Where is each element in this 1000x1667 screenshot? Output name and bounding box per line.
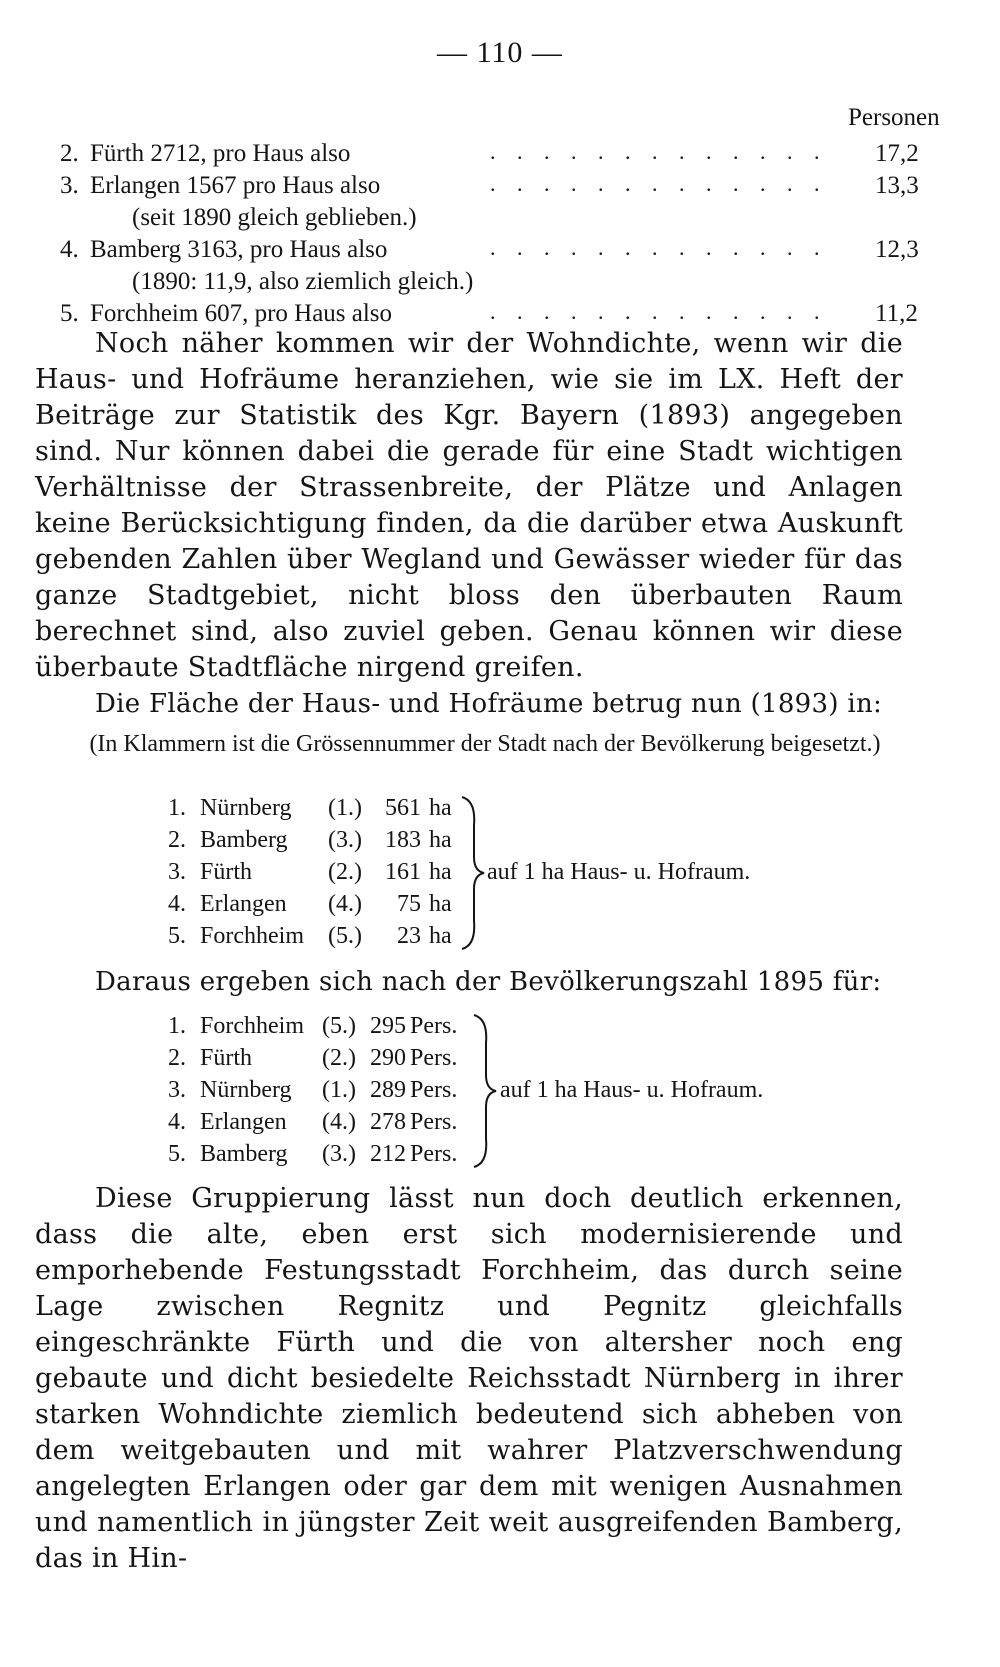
paragraph-3: Daraus ergeben sich nach der Bevölkerungszahl 1895 für:	[95, 967, 882, 997]
list-note: (1890: 11,9, also ziemlich gleich.)	[132, 268, 474, 295]
paragraph-4: Diese Gruppierung lässt nun doch deutlich erkennen, dass die alte, eben erst sich modernisierende und emporhebende Festungsstadt Forchheim, das durch seine Lage zwischen Regnitz und Pegnitz gleichfalls eingeschränkte Fürth und die von altersher noch eng gebaute und dicht besiedelte Reichsstadt Nürnberg in ihrer starken Wohndichte ziemlich bedeutend sich abheben von dem weitgebauten und mit wahrer Platzverschwendung angelegten Erlangen oder gar dem mit wenigen Ausnahmen und namentlich in jüngster Zeit weit ausgreifenden Bamberg, das in Hin-	[35, 1183, 903, 1574]
leader-dots: . . . . . . . . . . . . .	[490, 171, 828, 196]
list-item: 4. Bamberg 3163, pro Haus also . . . . . . . . . . . . . 12,3	[60, 234, 930, 266]
list-item: 3. Erlangen 1567 pro Haus also . . . . . . . . . . . . . 13,3	[60, 170, 930, 202]
list-item: 5. Bamberg (3.) 212 Pers.	[168, 1141, 458, 1167]
list-item: 2. Bamberg (3.) 183 ha	[168, 827, 452, 853]
list-item: 5. Forchheim (5.) 23 ha	[168, 923, 452, 949]
list-item: 5. Forchheim 607, pro Haus also . . . . . . . . . . . . . 11,2	[60, 298, 930, 330]
page-number: — 110 —	[437, 36, 563, 69]
paragraph-1: Noch näher kommen wir der Wohndichte, wenn wir die Haus- und Hofräume heranziehen, wie sie im LX. Heft der Beiträge zur Statistik des Kgr. Bayern (1893) angegeben sind. Nur können dabei die gerade für eine Stadt wichtigen Verhältnisse der Strassenbreite, der Plätze und Anlagen keine Berücksichtigung finden, da die darüber etwa Auskunft gebenden Zahlen über Wegland und Gewässer wieder für das ganze Stadtgebiet, nicht bloss den überbauten Raum berechnet sind, also zuviel geben. Genau können wir diese überbaute Stadtfläche nirgend greifen.	[35, 328, 903, 683]
area-list	[168, 792, 469, 952]
list-item: 4. Erlangen (4.) 75 ha	[168, 891, 452, 917]
list-item: 4. Erlangen (4.) 278 Pers.	[168, 1109, 458, 1135]
list-item: 2. Fürth 2712, pro Haus also . . . . . . . . . . . . . 17,2	[60, 138, 930, 170]
right-brace-icon	[458, 795, 488, 951]
population-per-house-list	[60, 138, 930, 330]
leader-dots: . . . . . . . . . . . . .	[490, 235, 828, 260]
density-list	[168, 1010, 465, 1170]
bracket-note: (In Klammern ist die Grössennummer der Stadt nach der Bevölkerung beigesetzt.)	[89, 731, 881, 757]
brace-label: auf 1 ha Haus- u. Hofraum.	[487, 859, 751, 885]
column-header: Personen	[848, 104, 940, 131]
list-item: 2. Fürth (2.) 290 Pers.	[168, 1045, 458, 1071]
leader-dots: . . . . . . . . . . . . .	[490, 139, 828, 164]
list-item: 1. Forchheim (5.) 295 Pers.	[168, 1013, 458, 1039]
list-item: 1. Nürnberg (1.) 561 ha	[168, 795, 452, 821]
paragraph-2: Die Fläche der Haus- und Hofräume betrug nun (1893) in:	[95, 689, 883, 719]
right-brace-icon	[470, 1013, 500, 1169]
list-item: 3. Fürth (2.) 161 ha	[168, 859, 452, 885]
brace-label: auf 1 ha Haus- u. Hofraum.	[500, 1077, 764, 1103]
leader-dots: . . . . . . . . . . . . .	[490, 299, 828, 324]
list-note: (seit 1890 gleich geblieben.)	[132, 204, 417, 231]
list-item: 3. Nürnberg (1.) 289 Pers.	[168, 1077, 458, 1103]
